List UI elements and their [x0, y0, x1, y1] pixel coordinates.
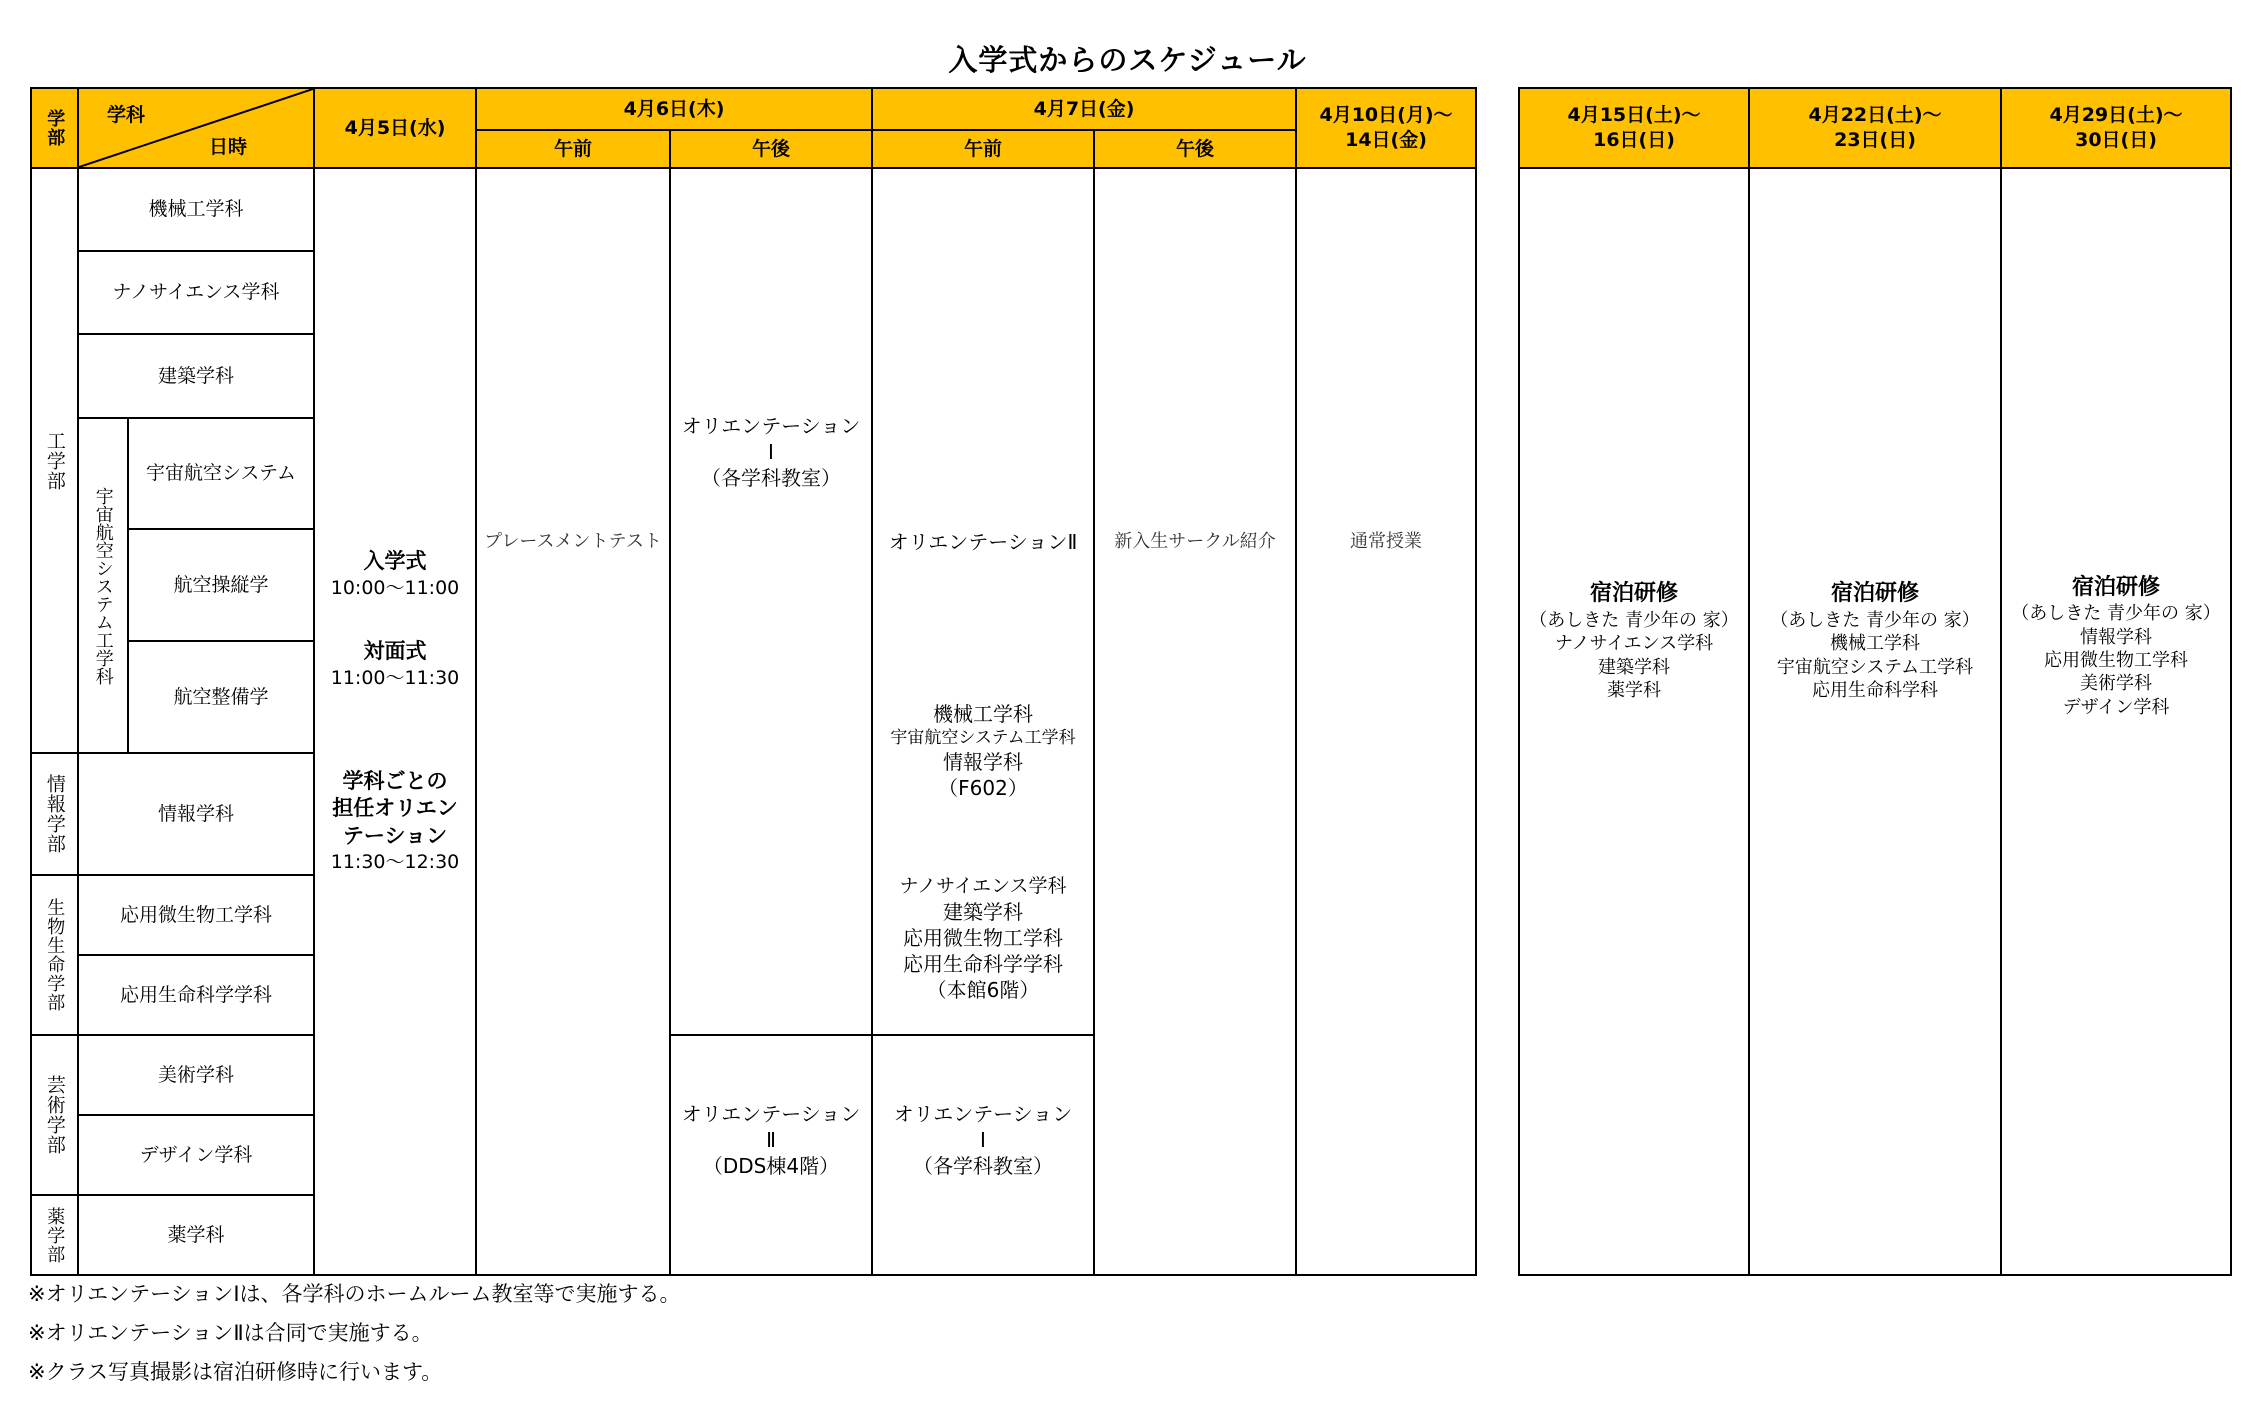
- dept-space-system: 宇宙航空システム: [127, 417, 315, 530]
- dept-pilot: 航空操縦学: [127, 528, 315, 642]
- header-dept-datetime: [77, 87, 315, 169]
- header-apr6-pm: 午後: [669, 129, 873, 169]
- faculty-informatics: 情報学部: [30, 752, 79, 876]
- entrance-ceremony-time: 10:00～11:00: [330, 576, 460, 599]
- entrance-ceremony: 入学式: [363, 549, 427, 574]
- dept-space-group: 宇宙航空システム工学科: [77, 417, 129, 754]
- dept-informatics: 情報学科: [77, 752, 315, 876]
- meeting-ceremony: 対面式: [363, 639, 427, 664]
- apr6-pm-orientation-1: オリエンテーション Ⅰ （各学科教室）: [669, 167, 873, 1036]
- apr6-am-placement-test: プレースメントテスト: [475, 167, 671, 1276]
- dept-design: デザイン学科: [77, 1114, 315, 1196]
- faculty-bioscience: 生物生命学部: [30, 874, 79, 1036]
- note-3: ※クラス写真撮影は宿泊研修時に行います。: [28, 1360, 443, 1384]
- page-title: 入学式からのスケジュール: [948, 43, 1307, 77]
- apr7-pm-club-intro: 新入生サークル紹介: [1093, 167, 1297, 1276]
- note-1: ※オリエンテーションⅠは、各学科のホームルーム教室等で実施する。: [28, 1282, 681, 1306]
- header-apr22: 4月22日(土)～ 23日(日): [1748, 87, 2002, 169]
- homeroom-orientation-time: 11:30～12:30: [330, 851, 460, 874]
- apr7-group-1: 機械工学科 宇宙航空システム工学科 情報学科 （F602）: [890, 702, 1076, 801]
- apr10-regular-classes: 通常授業: [1295, 167, 1477, 1276]
- apr7-orientation-2-title: オリエンテーションⅡ: [888, 530, 1078, 554]
- dept-architecture: 建築学科: [77, 333, 315, 419]
- header-apr29: 4月29日(土)～ 30日(日): [2000, 87, 2232, 169]
- dept-fine-art: 美術学科: [77, 1034, 315, 1116]
- faculty-arts: 芸術学部: [30, 1034, 79, 1196]
- apr29-training: 宿泊研修 （あしきた 青少年の 家） 情報学科 応用微生物工学科 美術学科 デザイン学科: [2000, 167, 2232, 1276]
- apr7-group-2: ナノサイエンス学科 建築学科 応用微生物工学科 応用生命科学学科 （本館6階）: [899, 875, 1067, 1002]
- dept-pharmacy: 薬学科: [77, 1194, 315, 1276]
- header-apr7-am: 午前: [871, 129, 1095, 169]
- header-apr6-am: 午前: [475, 129, 671, 169]
- apr22-training: 宿泊研修 （あしきた 青少年の 家） 機械工学科 宇宙航空システム工学科 応用生命科学科: [1748, 167, 2002, 1276]
- apr15-training: 宿泊研修 （あしきた 青少年の 家） ナノサイエンス学科 建築学科 薬学科: [1518, 167, 1750, 1276]
- apr6-pm-orientation-2: オリエンテーション Ⅱ （DDS棟4階）: [669, 1034, 873, 1276]
- header-datetime-label: 日時: [209, 136, 248, 158]
- dept-maintenance: 航空整備学: [127, 640, 315, 754]
- dept-mechanical: 機械工学科: [77, 167, 315, 252]
- diagonal-line: [79, 89, 313, 167]
- homeroom-orientation-2: 担任オリエン: [332, 796, 458, 821]
- note-2: ※オリエンテーションⅡは合同で実施する。: [28, 1321, 433, 1345]
- apr7-am-orientation-1: オリエンテーション Ⅰ （各学科教室）: [871, 1034, 1095, 1276]
- dept-lifescience: 応用生命科学学科: [77, 954, 315, 1036]
- header-faculty: 学部: [30, 87, 79, 169]
- header-apr5: 4月5日(水): [313, 87, 477, 169]
- faculty-pharmacy: 薬学部: [30, 1194, 79, 1276]
- homeroom-orientation-1: 学科ごとの: [342, 769, 448, 794]
- dept-microbiology: 応用微生物工学科: [77, 874, 315, 956]
- header-apr10: 4月10日(月)～ 14日(金): [1295, 87, 1477, 169]
- apr7-am-orientation-2: [871, 167, 1095, 1036]
- homeroom-orientation-3: テーション: [342, 823, 448, 848]
- dept-nanoscience: ナノサイエンス学科: [77, 250, 315, 335]
- faculty-engineering: 工学部: [30, 167, 79, 754]
- header-apr6: 4月6日(木): [475, 87, 873, 131]
- apr5-schedule: [313, 167, 477, 1276]
- meeting-ceremony-time: 11:00～11:30: [330, 666, 460, 689]
- header-apr15: 4月15日(土)～ 16日(日): [1518, 87, 1750, 169]
- header-apr7: 4月7日(金): [871, 87, 1297, 131]
- header-dept-label: 学科: [107, 104, 146, 126]
- header-apr7-pm: 午後: [1093, 129, 1297, 169]
